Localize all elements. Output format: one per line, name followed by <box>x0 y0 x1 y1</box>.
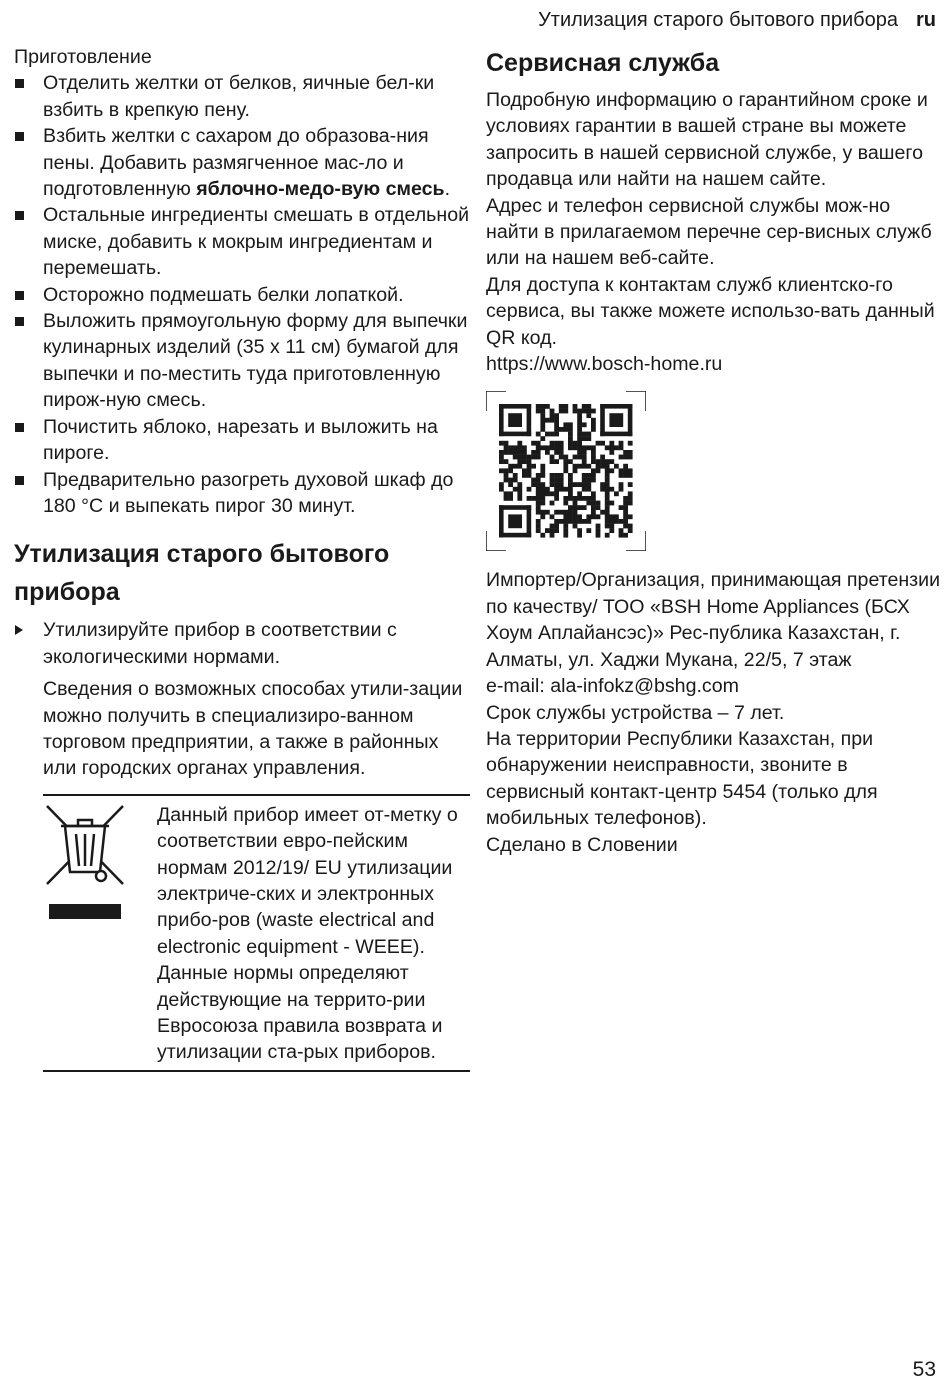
service-address-paragraph: Адрес и телефон сервисной службы мож-но найти в прилагаемом перечне сер-висных служб или на нашем веб-сайте. <box>486 194 932 270</box>
warranty-paragraph: Подробную информацию о гарантийном сроке и условиях гарантии в вашей стране вы можете запросить в нашей сервисной службе, у вашего продавца или найти на нашем сайте. <box>486 89 928 191</box>
step-item: Отделить желтки от белков, яичные бел-ки взбить в крепкую пену. <box>14 70 470 123</box>
made-in: Сделано в Словении <box>486 833 678 856</box>
kazakhstan-service-info: На территории Республики Казахстан, при обнаружении неисправности, звоните в сервисный контакт-центр 5454 (только для мобильных телефонов). <box>486 727 878 830</box>
step-item: Выложить прямоугольную форму для выпечки кулинарных изделий (35 x 11 см) бумагой для выпечки и по-местить туда приготовленную пирож-ную смесь. <box>14 308 470 414</box>
step-item: Предварительно разогреть духовой шкаф до 180 °C и выпекать пирог 30 минут. <box>14 467 470 520</box>
website-url: https://www.bosch-home.ru <box>486 353 723 376</box>
language-code: ru <box>916 9 936 31</box>
disposal-info: Сведения о возможных способах утили-зации можно получить в специализиро-ванном торговом предприятии, а также в районных или городских органах управления. <box>43 678 463 780</box>
header-section-title: Утилизация старого бытового прибора <box>538 9 898 31</box>
running-header <box>538 6 936 34</box>
preparation-heading: Приготовление <box>14 46 152 68</box>
right-column <box>486 44 942 858</box>
step-item: Осторожно подмешать белки лопаткой. <box>14 282 470 308</box>
service-heading: Сервисная служба <box>486 49 720 77</box>
weee-notice <box>43 794 470 1072</box>
preparation-steps <box>14 70 470 519</box>
step-item: Остальные ингредиенты смешать в отдельной миске, добавить к мокрым ингредиентам и перемешать. <box>14 202 470 281</box>
weee-text: Данный прибор имеет от-метку о соответствии евро-пейским нормам 2012/19/ EU утилизации электриче-ских и электронных прибо-ров (waste electrical and electronic equipment - WEEE). Данные нормы определяют действующие на террито-рии Евросоюза правила возврата и утилизации ста-рых приборов. <box>157 803 458 1064</box>
left-column <box>14 44 470 1072</box>
step-item: Взбить желтки с сахаром до образова-ния пены. Добавить размягченное мас-ло и подготовленную яблочно-медо-вую смесь. <box>14 123 470 202</box>
service-life: Срок службы устройства – 7 лет. <box>486 701 785 724</box>
importer-info: Импортер/Организация, принимающая претензии по качеству/ ТОО «BSH Home Appliances (БСХ Хоум Аплайансэс)» Рес-публика Казахстан, г. Алматы, ул. Хаджи Мукана, 22/5, 7 этаж <box>486 569 941 671</box>
step-item: Почистить яблоко, нарезать и выложить на пироге. <box>14 414 470 467</box>
qr-paragraph: Для доступа к контактам служб клиентско-го сервиса, вы также можете использо-вать данный QR код. <box>486 273 935 349</box>
disposal-heading: Утилизация старого бытового прибора <box>14 540 390 607</box>
disposal-instruction: Утилизируйте прибор в соответствии с экологическими нормами. <box>14 617 470 670</box>
arrow-bullet-icon <box>15 625 23 635</box>
email-line: e-mail: ala-infokz@bshg.com <box>486 675 739 698</box>
bold-reference: яблочно-медо-вую смесь <box>196 178 445 201</box>
qr-code <box>486 391 646 551</box>
page-number: 53 <box>912 1358 936 1381</box>
weee-bin-icon <box>43 802 157 1066</box>
